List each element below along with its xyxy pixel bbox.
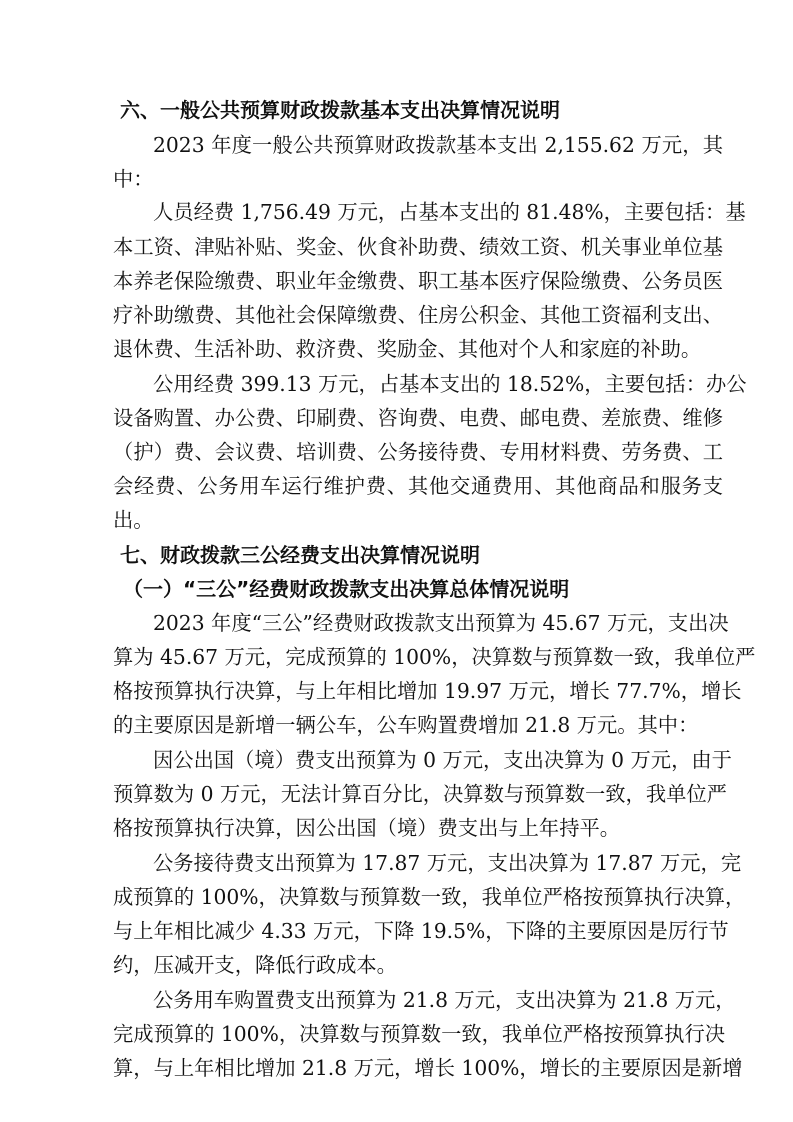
paragraph-line: 格按预算执行决算，因公出国（境）费支出与上年持平。 [113,816,621,840]
paragraph-line: 算为 45.67 万元，完成预算的 100%，决算数与预算数一致，我单位严 [113,645,756,669]
paragraph-line: （护）费、会议费、培训费、公务接待费、专用材料费、劳务费、工 [113,440,723,464]
paragraph-line: 约，压减开支，降低行政成本。 [113,953,397,977]
paragraph-line: 成预算的 100%，决算数与预算数一致，我单位严格按预算执行决算， [113,885,746,909]
paragraph-line: 退休费、生活补助、救济费、奖励金、其他对个人和家庭的补助。 [113,337,702,361]
paragraph-line: 公务接待费支出预算为 17.87 万元，支出决算为 17.87 万元，完 [153,851,742,875]
paragraph-line: 设备购置、办公费、印刷费、咨询费、电费、邮电费、差旅费、维修 [113,406,723,430]
paragraph-line: 中： [113,167,154,191]
paragraph-line: 因公出国（境）费支出预算为 0 万元，支出决算为 0 万元，由于 [153,748,732,772]
paragraph-line: 预算数为 0 万元，无法计算百分比，决算数与预算数一致，我单位严 [113,782,727,806]
paragraph-line: 格按预算执行决算，与上年相比增加 19.97 万元，增长 77.7%，增长 [113,679,742,703]
paragraph-line: 公务用车购置费支出预算为 21.8 万元，支出决算为 21.8 万元， [153,988,736,1012]
paragraph-line: 本养老保险缴费、职业年金缴费、职工基本医疗保险缴费、公务员医 [113,269,723,293]
paragraph-line: 算，与上年相比增加 21.8 万元，增长 100%，增长的主要原因是新增 [113,1056,743,1080]
section-heading: 六、一般公共预算财政拨款基本支出决算情况说明 [120,98,560,122]
paragraph-line: 完成预算的 100%，决算数与预算数一致，我单位严格按预算执行决 [113,1022,726,1046]
paragraph-line: 会经费、公务用车运行维护费、其他交通费用、其他商品和服务支 [113,474,723,498]
paragraph-line: 与上年相比减少 4.33 万元，下降 19.5%，下降的主要原因是厉行节 [113,919,729,943]
paragraph-line: 疗补助缴费、其他社会保障缴费、住房公积金、其他工资福利支出、 [113,303,723,327]
paragraph-line: 的主要原因是新增一辆公车，公车购置费增加 21.8 万元。其中： [113,713,699,737]
paragraph-line: 本工资、津贴补贴、奖金、伙食补助费、绩效工资、机关事业单位基 [113,235,723,259]
paragraph-line: 出。 [113,508,154,532]
paragraph-line: 人员经费 1,756.49 万元，占基本支出的 81.48%，主要包括：基 [153,200,746,224]
paragraph-line: 2023 年度一般公共预算财政拨款基本支出 2,155.62 万元，其 [153,133,723,157]
paragraph-line: 公用经费 399.13 万元，占基本支出的 18.52%，主要包括：办公 [153,372,747,396]
subsection-heading: （一）“三公”经费财政拨款支出决算总体情况说明 [123,577,570,601]
section-heading: 七、财政拨款三公经费支出决算情况说明 [120,543,480,567]
paragraph-line: 2023 年度“三公”经费财政拨款支出预算为 45.67 万元，支出决 [153,611,729,635]
